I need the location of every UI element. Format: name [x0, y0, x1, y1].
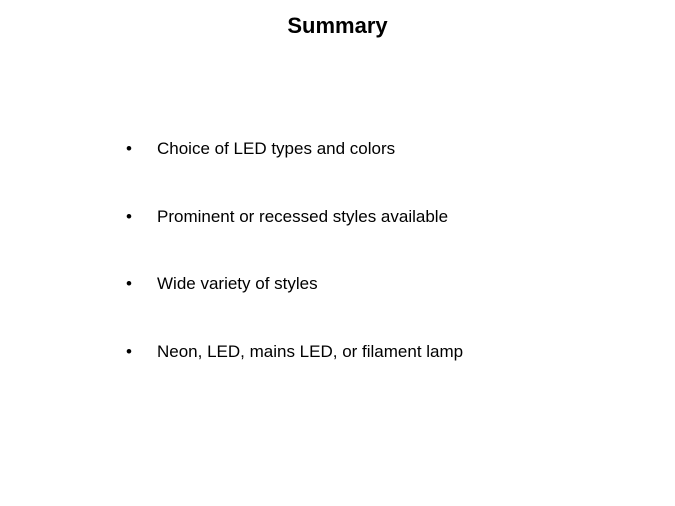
bullet-item [126, 136, 463, 204]
bullet-text: Neon, LED, mains LED, or filament lamp [157, 341, 464, 361]
bullet-list [126, 136, 463, 406]
bullet-item [126, 339, 463, 407]
bullet-item [126, 271, 463, 339]
slide-title: Summary [287, 13, 388, 38]
bullet-item [126, 204, 463, 272]
bullet-dot: • [126, 274, 132, 293]
bullet-dot: • [126, 341, 132, 361]
bullet-dot: • [126, 139, 132, 158]
bullet-text: Choice of LED types and colors [157, 139, 396, 158]
bullet-text: Wide variety of styles [157, 274, 318, 293]
bullet-text: Prominent or recessed styles available [157, 206, 449, 226]
bullet-dot: • [126, 206, 132, 226]
